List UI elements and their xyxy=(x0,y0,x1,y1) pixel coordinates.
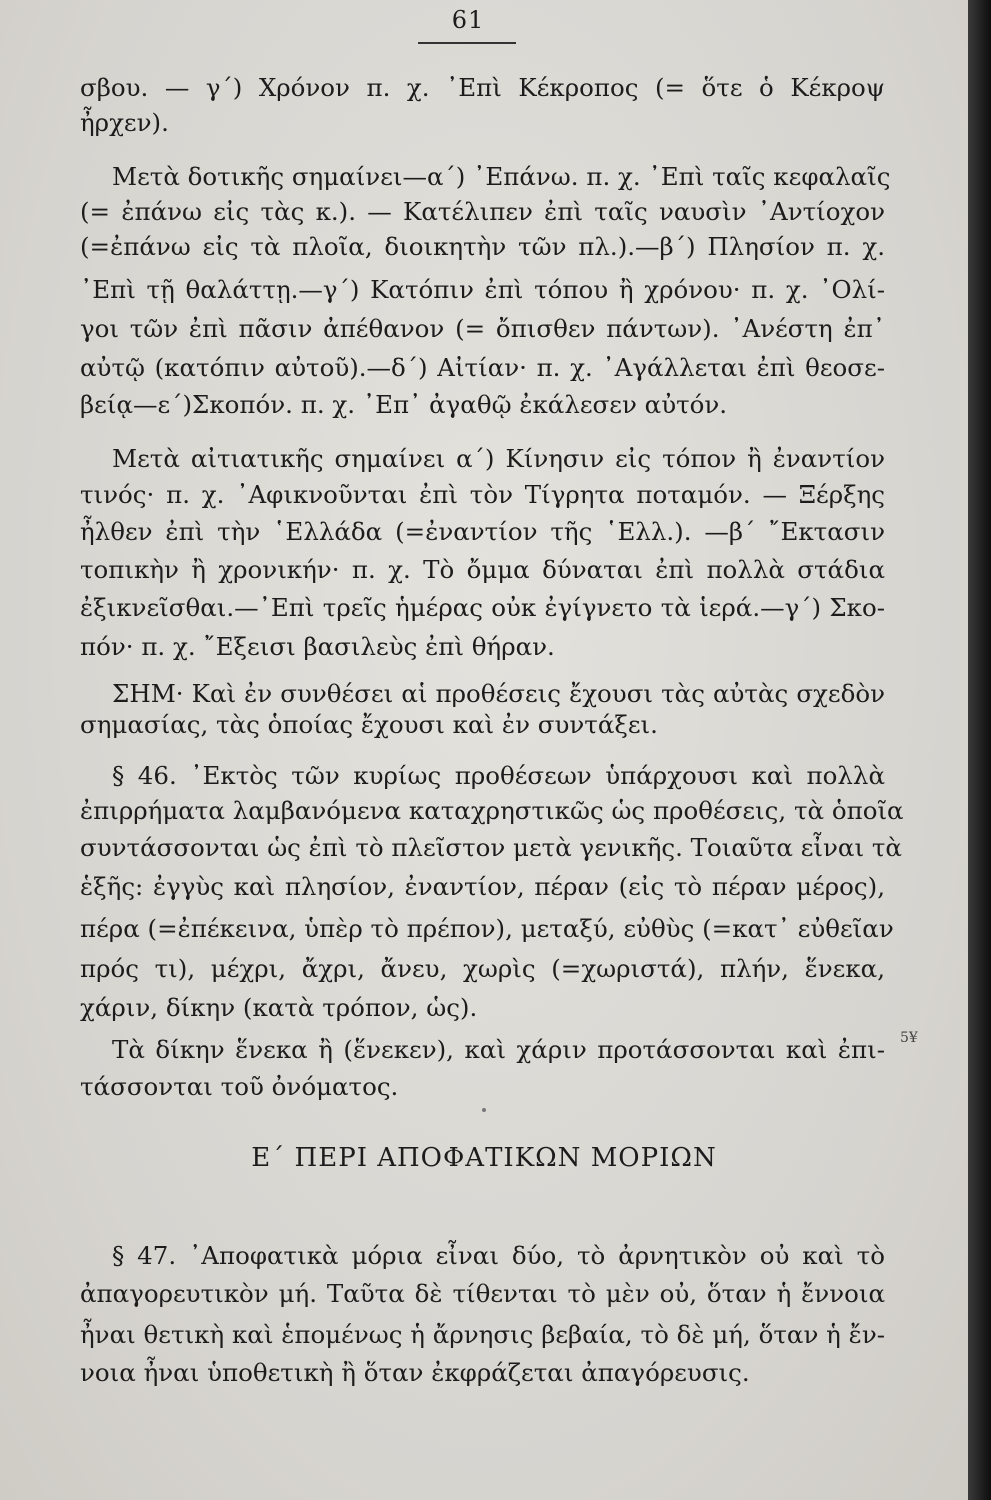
text-line: (= ἐπάνω εἰς τὰς κ.). — Κατέλιπεν ἐπὶ ταῖς ναυσὶν ᾿Αντίοχον xyxy=(80,197,885,226)
text-line: § 46. ᾿Εκτὸς τῶν κυρίως προθέσεων ὑπάρχουσι καὶ πολλὰ xyxy=(112,761,885,790)
text-line: ἐπιρρήματα λαμβανόμενα καταχρηστικῶς ὡς προθέσεις, τὰ ὁποῖα xyxy=(80,796,904,825)
text-line: χάριν, δίκην (κατὰ τρόπον, ὡς). xyxy=(80,993,478,1022)
section-heading: Ε΄ ΠΕΡΙ ΑΠΟΦΑΤΙΚΩΝ ΜΟΡΙΩΝ xyxy=(251,1143,717,1173)
text-line: τάσσονται τοῦ ὀνόματος. xyxy=(80,1072,399,1101)
text-line: ἦρχεν). xyxy=(80,108,169,137)
text-line: σημασίας, τὰς ὁποίας ἔχουσι καὶ ἐν συντάξει. xyxy=(80,710,658,739)
text-line: σβου. — γ΄) Χρόνον π. χ. ᾿Επὶ Κέκροπος (= ὅτε ὁ Κέκροψ xyxy=(80,73,885,102)
text-line: τοπικὴν ἢ χρονικήν· π. χ. Τὸ ὄμμα δύναται ἐπὶ πολλὰ στάδια xyxy=(80,555,885,584)
page-number-rule xyxy=(418,42,516,44)
text-line: (=ἐπάνω εἰς τὰ πλοῖα, διοικητὴν τῶν πλ.).—β΄) Πλησίον π. χ. xyxy=(80,232,885,261)
text-line: πόν· π. χ. ῎Εξεισι βασιλεὺς ἐπὶ θήραν. xyxy=(80,632,555,661)
text-line: γοι τῶν ἐπὶ πᾶσιν ἀπέθανον (= ὄπισθεν πάντων). ᾿Ανέστη ἐπ᾿ xyxy=(80,314,885,343)
text-line: § 47. ᾿Αποφατικὰ μόρια εἶναι δύο, τὸ ἀρνητικὸν οὐ καὶ τὸ xyxy=(112,1241,885,1270)
text-line: τινός· π. χ. ᾿Αφικνοῦνται ἐπὶ τὸν Τίγρητα ποταμόν. — Ξέρξης xyxy=(80,480,885,509)
margin-note: 5¥ xyxy=(900,1030,918,1046)
text-line: ἑξῆς: ἐγγὺς καὶ πλησίον, ἐναντίον, πέραν (εἰς τὸ πέραν μέρος), xyxy=(80,872,885,901)
text-line: Μετὰ δοτικῆς σημαίνει—α΄) ᾿Επάνω. π. χ. ᾿Επὶ ταῖς κεφαλαῖς xyxy=(112,162,891,191)
text-line: αὐτῷ (κατόπιν αὐτοῦ).—δ΄) Αἰτίαν· π. χ. ᾿Αγάλλεται ἐπὶ θεοσε- xyxy=(80,353,885,382)
text-line: Μετὰ αἰτιατικῆς σημαίνει α΄) Κίνησιν εἰς τόπον ἢ ἐναντίον xyxy=(112,444,885,473)
text-line: ἀπαγορευτικὸν μή. Ταῦτα δὲ τίθενται τὸ μὲν οὐ, ὅταν ἡ ἔννοια xyxy=(80,1279,885,1308)
text-line: νοια ἦναι ὑποθετικὴ ἢ ὅταν ἐκφράζεται ἀπαγόρευσις. xyxy=(80,1358,750,1387)
text-line: βείᾳ—ε΄)Σκοπόν. π. χ. ᾿Επ᾿ ἀγαθῷ ἐκάλεσεν αὐτόν. xyxy=(80,390,728,419)
text-line: ᾿Επὶ τῇ θαλάττῃ.—γ΄) Κατόπιν ἐπὶ τόπου ἢ χρόνου· π. χ. ᾿Ολί- xyxy=(80,275,885,304)
text-line: πέρα (=ἐπέκεινα, ὑπὲρ τὸ πρέπον), μεταξύ, εὐθὺς (=κατ᾿ εὐθεῖαν xyxy=(80,914,894,943)
page-edge-shadow xyxy=(968,0,991,1500)
text-line: Τὰ δίκην ἕνεκα ἢ (ἕνεκεν), καὶ χάριν προτάσσονται καὶ ἐπι- xyxy=(112,1035,885,1064)
text-line: ἐξικνεῖσθαι.—᾿Επὶ τρεῖς ἡμέρας οὐκ ἐγίγνετο τὰ ἱερά.—γ΄) Σκο- xyxy=(80,593,885,622)
text-line: ἦλθεν ἐπὶ τὴν ῾Ελλάδα (=ἐναντίον τῆς ῾Ελλ.). —β΄ ῎Εκτασιν xyxy=(80,517,885,546)
page-number: 61 xyxy=(451,6,485,34)
text-line: ἦναι θετικὴ καὶ ἑπομένως ἡ ἄρνησις βεβαία, τὸ δὲ μή, ὅταν ἡ ἔν- xyxy=(80,1320,885,1349)
text-line: πρός τι), μέχρι, ἄχρι, ἄνευ, χωρὶς (=χωριστά), πλήν, ἕνεκα, xyxy=(80,954,885,983)
text-line: ΣΗΜ· Καὶ ἐν συνθέσει αἱ προθέσεις ἔχουσι τὰς αὐτὰς σχεδὸν xyxy=(112,679,885,708)
ink-speck xyxy=(482,1108,486,1112)
text-line: συντάσσονται ὡς ἐπὶ τὸ πλεῖστον μετὰ γενικῆς. Τοιαῦτα εἶναι τὰ xyxy=(80,833,902,862)
